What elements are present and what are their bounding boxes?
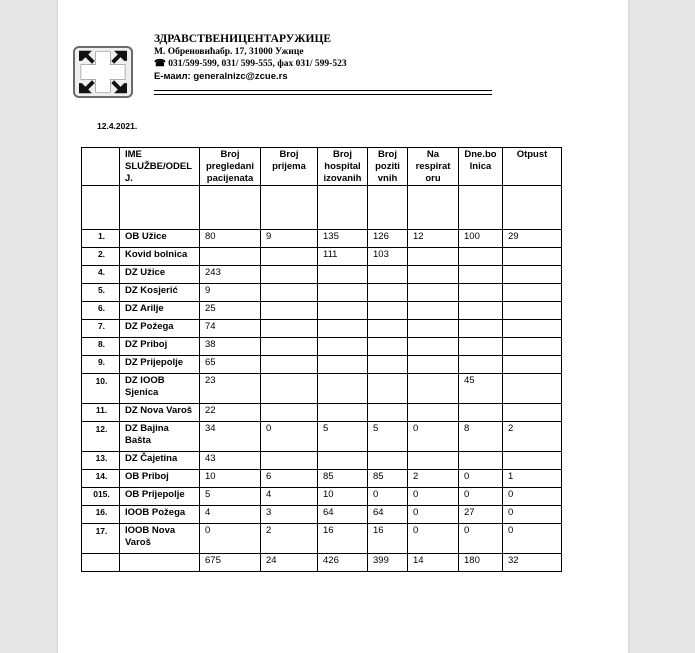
table-cell: 126: [368, 230, 408, 248]
service-name: OB Priboj: [120, 470, 200, 488]
service-name: OB Užice: [120, 230, 200, 248]
table-cell: [408, 356, 459, 374]
table-cell: 0: [459, 488, 503, 506]
total-cell: 24: [261, 554, 318, 572]
table-cell: [503, 356, 562, 374]
table-cell: [261, 284, 318, 302]
table-cell: 22: [200, 404, 261, 422]
column-header: Broj prijema: [261, 148, 318, 186]
table-row: [82, 422, 562, 452]
table-cell: [503, 186, 562, 230]
table-cell: 111: [318, 248, 368, 266]
column-header: Broj hospital izovanih: [318, 148, 368, 186]
row-number: 4.: [82, 266, 120, 284]
table-cell: 6: [261, 470, 318, 488]
table-cell: 64: [368, 506, 408, 524]
table-cell: [459, 320, 503, 338]
table-cell: 0: [408, 506, 459, 524]
table-cell: [318, 302, 368, 320]
table-cell: [408, 302, 459, 320]
total-cell: 32: [503, 554, 562, 572]
row-number: 015.: [82, 488, 120, 506]
row-number: 5.: [82, 284, 120, 302]
total-cell: 675: [200, 554, 261, 572]
service-name: DZ Prijepolje: [120, 356, 200, 374]
table-cell: [503, 452, 562, 470]
table-header-row: [82, 148, 562, 186]
table-cell: 25: [200, 302, 261, 320]
table-cell: [368, 374, 408, 404]
column-header: Na respirat oru: [408, 148, 459, 186]
table-row: [82, 488, 562, 506]
column-header: IME SLUŽBE/ODEL J.: [120, 148, 200, 186]
service-name: Kovid bolnica: [120, 248, 200, 266]
table-cell: 9: [261, 230, 318, 248]
table-row: [82, 266, 562, 284]
table-cell: 12: [408, 230, 459, 248]
table-cell: 10: [318, 488, 368, 506]
table-cell: 5: [200, 488, 261, 506]
table-row: [82, 284, 562, 302]
row-number: 16.: [82, 506, 120, 524]
total-cell: 180: [459, 554, 503, 572]
table-cell: [503, 284, 562, 302]
table-cell: 80: [200, 230, 261, 248]
table-cell: 74: [200, 320, 261, 338]
table-cell: [261, 266, 318, 284]
table-row: [82, 404, 562, 422]
service-name: DZ Bajina Bašta: [120, 422, 200, 452]
table-cell: [318, 338, 368, 356]
service-name: DZ Užice: [120, 266, 200, 284]
service-name: OB Prijepolje: [120, 488, 200, 506]
table-cell: [459, 284, 503, 302]
table-cell: 4: [200, 506, 261, 524]
table-cell: 16: [318, 524, 368, 554]
table-row: [82, 248, 562, 266]
table-cell: [408, 320, 459, 338]
header-divider: [154, 90, 492, 95]
table-cell: 16: [368, 524, 408, 554]
table-cell: [261, 302, 318, 320]
row-number: 6.: [82, 302, 120, 320]
total-cell: 399: [368, 554, 408, 572]
table-cell: 27: [459, 506, 503, 524]
table-cell: [318, 452, 368, 470]
table-row: [82, 320, 562, 338]
table-cell: [503, 266, 562, 284]
table-cell: [368, 302, 408, 320]
medical-cross-arrows-icon: [73, 46, 133, 98]
table-cell: 0: [459, 470, 503, 488]
table-cell: [459, 248, 503, 266]
table-cell: [459, 356, 503, 374]
table-cell: [408, 374, 459, 404]
table-cell: 135: [318, 230, 368, 248]
table-cell: [408, 266, 459, 284]
table-cell: 29: [503, 230, 562, 248]
table-cell: [459, 404, 503, 422]
table-row: [82, 452, 562, 470]
table-cell: 0: [459, 524, 503, 554]
organization-phone: ☎ 031/599-599, 031/ 599-555, фах 031/ 599-523: [154, 59, 347, 69]
table-cell: [503, 302, 562, 320]
row-number: 11.: [82, 404, 120, 422]
table-cell: 43: [200, 452, 261, 470]
table-cell: [261, 320, 318, 338]
service-name: DZ Kosjerić: [120, 284, 200, 302]
table-cell: 0: [408, 422, 459, 452]
table-cell: [261, 248, 318, 266]
table-cell: [368, 266, 408, 284]
table-row: [82, 230, 562, 248]
table-cell: [318, 356, 368, 374]
table-cell: [368, 186, 408, 230]
table-cell: 85: [368, 470, 408, 488]
table-row: [82, 356, 562, 374]
table-cell: [459, 302, 503, 320]
table-cell: [368, 338, 408, 356]
table-cell: [368, 356, 408, 374]
table-cell: 45: [459, 374, 503, 404]
table-cell: [408, 404, 459, 422]
table-cell: [408, 248, 459, 266]
service-name: DZ Čajetina: [120, 452, 200, 470]
table-cell: 0: [200, 524, 261, 554]
table-cell: [503, 338, 562, 356]
totals-row: [82, 554, 562, 572]
row-number: 1.: [82, 230, 120, 248]
table-cell: [318, 374, 368, 404]
row-number: 12.: [82, 422, 120, 452]
row-number: 9.: [82, 356, 120, 374]
table-cell: [408, 186, 459, 230]
column-header: Broj pregledani pacijenata: [200, 148, 261, 186]
table-cell: 23: [200, 374, 261, 404]
total-cell: [120, 554, 200, 572]
table-cell: [459, 266, 503, 284]
statistics-table: [81, 147, 562, 572]
table-cell: [318, 186, 368, 230]
table-cell: [408, 338, 459, 356]
table-cell: [261, 186, 318, 230]
service-name: IOOB Požega: [120, 506, 200, 524]
row-number: 17.: [82, 524, 120, 554]
column-header: Broj poziti vnih: [368, 148, 408, 186]
row-number: 13.: [82, 452, 120, 470]
service-name: DZ Požega: [120, 320, 200, 338]
table-cell: [368, 320, 408, 338]
table-cell: 0: [503, 524, 562, 554]
table-cell: [82, 186, 120, 230]
table-cell: 100: [459, 230, 503, 248]
service-name: IOOB Nova Varoš: [120, 524, 200, 554]
table-cell: 4: [261, 488, 318, 506]
table-cell: [200, 186, 261, 230]
table-row: [82, 374, 562, 404]
table-cell: 243: [200, 266, 261, 284]
table-spacer-row: [82, 186, 562, 230]
column-header: Otpust: [503, 148, 562, 186]
row-number: 8.: [82, 338, 120, 356]
table-cell: [459, 452, 503, 470]
row-number: 2.: [82, 248, 120, 266]
table-cell: [368, 452, 408, 470]
table-cell: [503, 320, 562, 338]
table-cell: [318, 404, 368, 422]
table-cell: 5: [368, 422, 408, 452]
table-cell: 0: [368, 488, 408, 506]
table-cell: [459, 338, 503, 356]
total-cell: 14: [408, 554, 459, 572]
table-row: [82, 470, 562, 488]
table-cell: [408, 452, 459, 470]
table-cell: [503, 374, 562, 404]
table-cell: 38: [200, 338, 261, 356]
table-cell: 0: [408, 524, 459, 554]
table-cell: [261, 356, 318, 374]
table-cell: 5: [318, 422, 368, 452]
document-page: [58, 0, 628, 653]
table-cell: [318, 284, 368, 302]
table-cell: [318, 266, 368, 284]
table-cell: 0: [503, 488, 562, 506]
service-name: DZ IOOB Sjenica: [120, 374, 200, 404]
table-cell: 1: [503, 470, 562, 488]
organization-name: ЗДРАВСТВЕНИЦЕНТАРУЖИЦЕ: [154, 33, 332, 45]
row-number: 7.: [82, 320, 120, 338]
table-cell: 0: [503, 506, 562, 524]
total-cell: [82, 554, 120, 572]
table-cell: 85: [318, 470, 368, 488]
column-header: Dne.bo lnica: [459, 148, 503, 186]
table-cell: [261, 452, 318, 470]
table-cell: [200, 248, 261, 266]
organization-email: Е-маил: generalnizc@zcue.rs: [154, 71, 288, 82]
organization-address: М. Обреновићабр. 17, 31000 Ужице: [154, 47, 304, 57]
table-cell: [261, 404, 318, 422]
table-cell: 103: [368, 248, 408, 266]
table-cell: [503, 248, 562, 266]
table-cell: [318, 320, 368, 338]
row-number: 10.: [82, 374, 120, 404]
table-cell: 8: [459, 422, 503, 452]
table-cell: 2: [261, 524, 318, 554]
table-cell: 0: [261, 422, 318, 452]
table-cell: 65: [200, 356, 261, 374]
table-cell: [408, 284, 459, 302]
table-cell: [459, 186, 503, 230]
table-cell: 2: [503, 422, 562, 452]
table-cell: 2: [408, 470, 459, 488]
total-cell: 426: [318, 554, 368, 572]
table-cell: 9: [200, 284, 261, 302]
column-header: [82, 148, 120, 186]
row-number: 14.: [82, 470, 120, 488]
report-date: 12.4.2021.: [97, 121, 138, 131]
service-name: DZ Priboj: [120, 338, 200, 356]
table-cell: 10: [200, 470, 261, 488]
table-row: [82, 524, 562, 554]
table-cell: 3: [261, 506, 318, 524]
table-row: [82, 506, 562, 524]
table-cell: 34: [200, 422, 261, 452]
table-cell: 0: [408, 488, 459, 506]
table-cell: 64: [318, 506, 368, 524]
letterhead: [154, 33, 494, 83]
table-cell: [503, 404, 562, 422]
table-cell: [368, 284, 408, 302]
table-cell: [261, 338, 318, 356]
table-cell: [368, 404, 408, 422]
table-row: [82, 302, 562, 320]
table-cell: [261, 374, 318, 404]
service-name: DZ Arilje: [120, 302, 200, 320]
table-cell: [120, 186, 200, 230]
table-row: [82, 338, 562, 356]
service-name: DZ Nova Varoš: [120, 404, 200, 422]
